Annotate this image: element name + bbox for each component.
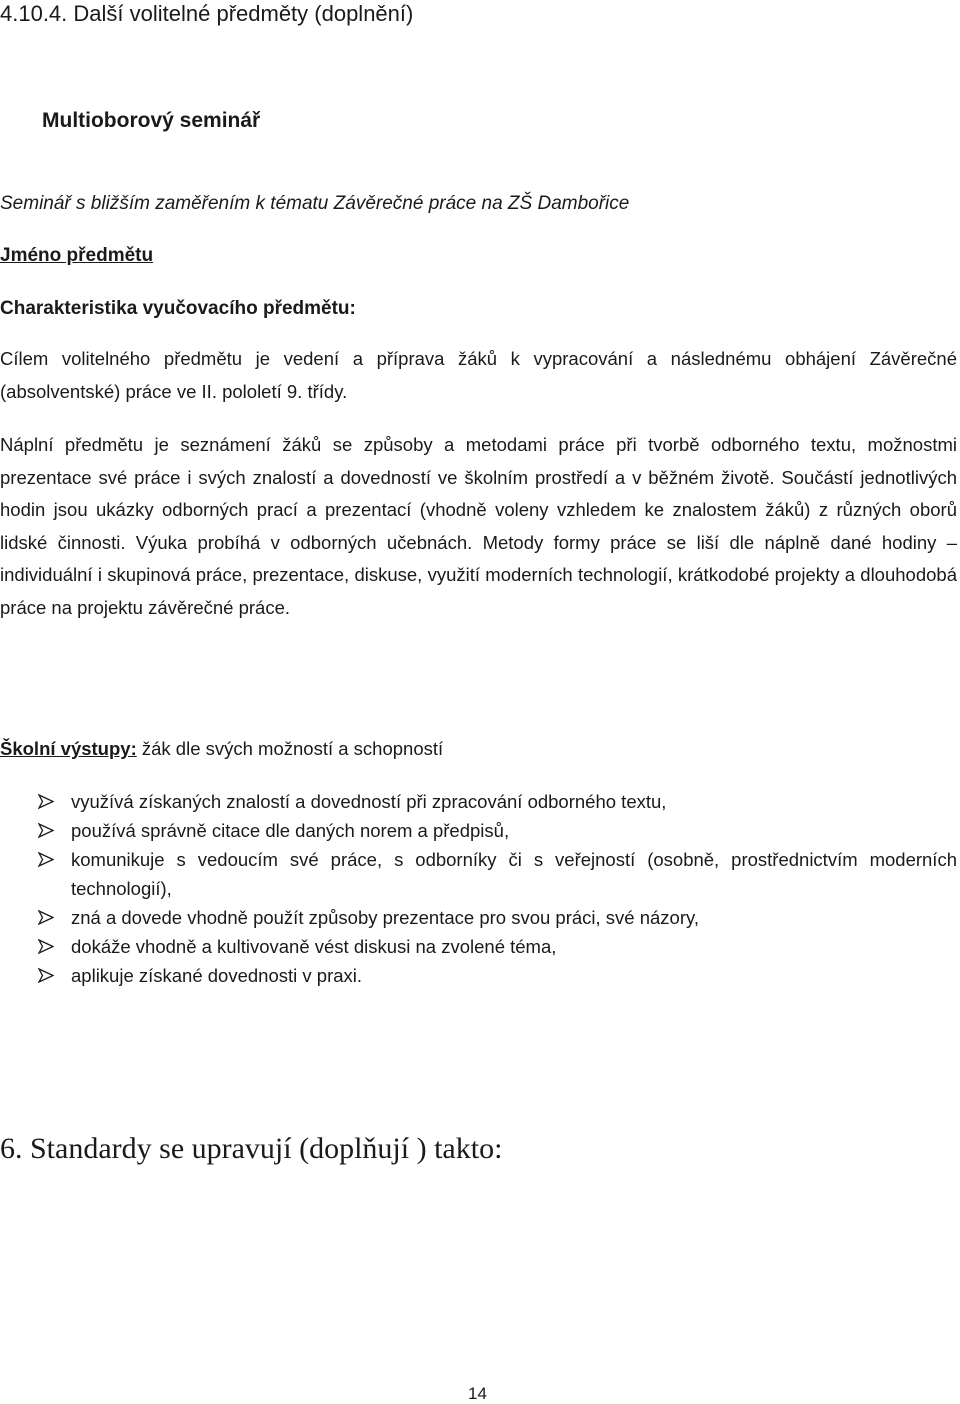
outcomes-list — [0, 787, 957, 990]
list-item — [0, 961, 957, 990]
subject-name-label: Jméno předmětu — [0, 245, 154, 266]
list-item-text: využívá získaných znalostí a dovedností při zpracování odborného textu, — [71, 791, 667, 812]
arrowhead-bullet-icon — [38, 910, 54, 925]
list-item — [0, 845, 957, 903]
arrowhead-bullet-icon — [38, 968, 54, 983]
arrowhead-bullet-icon — [38, 852, 54, 867]
arrowhead-bullet-icon — [38, 939, 54, 954]
list-item-text: komunikuje s vedoucím své práce, s odborníky či s veřejností (osobně, prostřednictvím moderních technologií), — [71, 849, 957, 899]
list-item — [0, 932, 957, 961]
goal-paragraph: Cílem volitelného předmětu je vedení a příprava žáků k vypracování a následnému obhájení Závěrečné (absolventské) práce ve II. pololetí 9. třídy. — [0, 348, 957, 402]
content-paragraph: Náplní předmětu je seznámení žáků se způsoby a metodami práce při tvorbě odborného textu, možnostmi prezentace své práce i svých znalostí a dovedností ve školním prostředí a v běžném životě. Součástí jednotlivých hodin jsou ukázky odborných prací a prezentací (vhodně voleny vzhledem ke znalostem žáků) z různých oborů lidské činnosti. Výuka probíhá v odborných učebnách. Metody formy práce se liší dle náplně dané hodiny – individuální i skupinová práce, prezentace, diskuse, využití moderních technologií, krátkodobé projekty a dlouhodobá práce na projektu závěrečné práce. — [0, 434, 957, 618]
list-item-text: používá správně citace dle daných norem a předpisů, — [71, 820, 510, 841]
list-item — [0, 816, 957, 845]
subject-subtitle: Seminář s bližším zaměřením k tématu Závěrečné práce na ZŠ Dambořice — [0, 193, 630, 214]
list-item-text: zná a dovede vhodně použít způsoby prezentace pro svou práci, své názory, — [71, 907, 700, 928]
characteristics-label: Charakteristika vyučovacího předmětu: — [0, 298, 356, 319]
standards-heading: 6. Standardy se upravují (doplňují ) takto: — [0, 1132, 503, 1165]
section-heading: 4.10.4. Další volitelné předměty (doplnění) — [0, 1, 414, 26]
list-item — [0, 903, 957, 932]
outcomes-label: Školní výstupy: — [0, 738, 137, 759]
list-item-text: aplikuje získané dovednosti v praxi. — [71, 965, 363, 986]
list-item — [0, 787, 957, 816]
subject-title: Multioborový seminář — [42, 109, 261, 132]
outcomes-heading — [0, 735, 443, 763]
arrowhead-bullet-icon — [38, 794, 54, 809]
page-number: 14 — [468, 1384, 487, 1403]
outcomes-intro: žák dle svých možností a schopností — [136, 738, 444, 759]
list-item-text: dokáže vhodně a kultivovaně vést diskusi na zvolené téma, — [71, 936, 557, 957]
arrowhead-bullet-icon — [38, 823, 54, 838]
